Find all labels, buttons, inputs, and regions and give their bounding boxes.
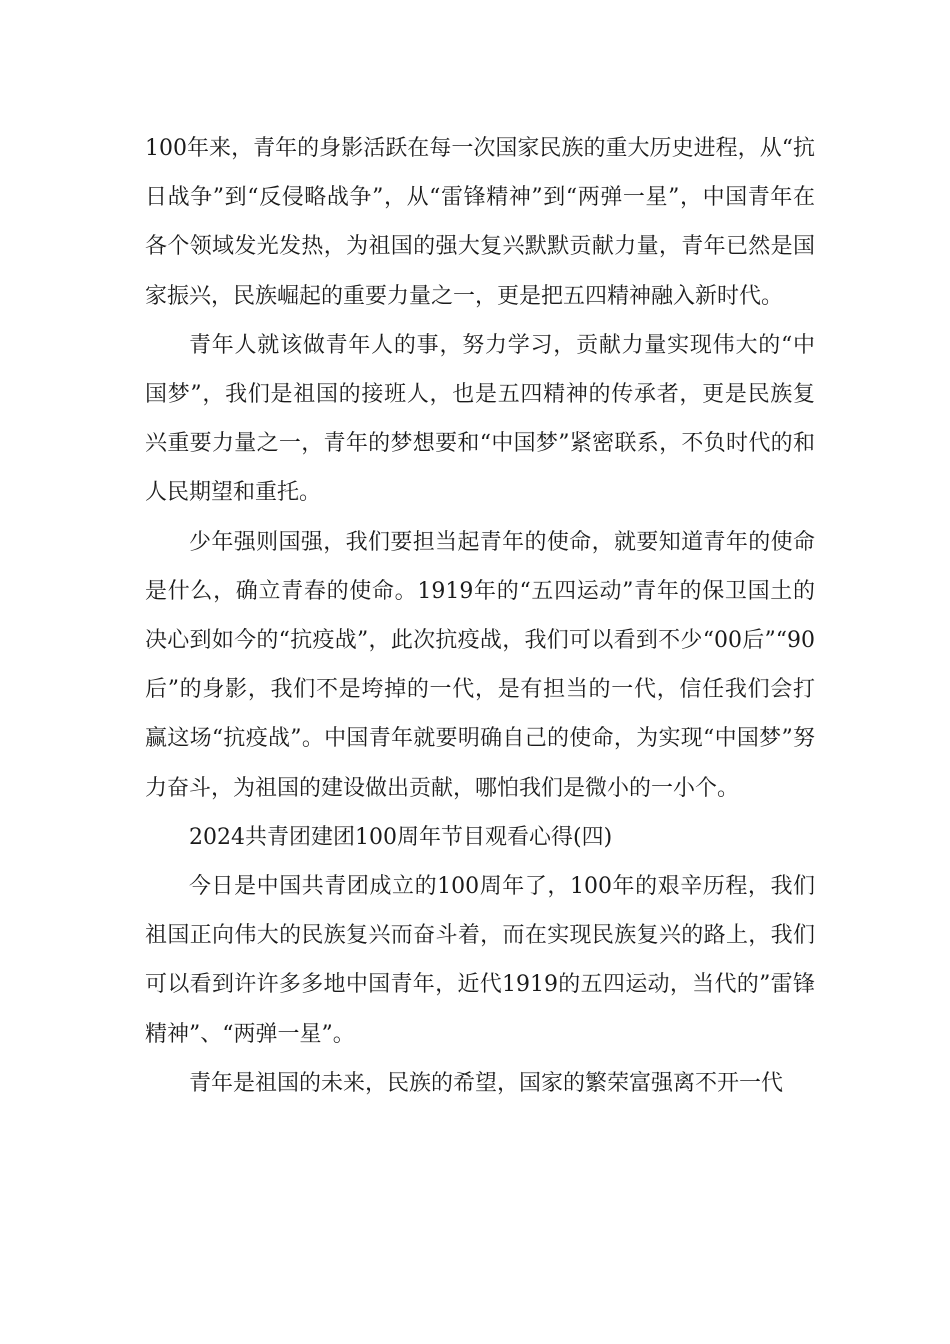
paragraph-1: 100年来，青年的身影活跃在每一次国家民族的重大历史进程，从“抗日战争”到“反侵略战争”，从“雷锋精神”到“两弹一星”，中国青年在各个领域发光发热，为祖国的强大复兴默默贡献力量，青年已然是国家振兴，民族崛起的重要力量之一，更是把五四精神融入新时代。	[145, 136, 815, 309]
document-body	[145, 124, 815, 1108]
paragraph-5: 青年是祖国的未来，民族的希望，国家的繁荣富强离不开一代	[189, 1070, 784, 1096]
paragraph-4: 今日是中国共青团成立的100周年了，100年的艰辛历程，我们祖国正向伟大的民族复兴而奋斗着，而在实现民族复兴的路上，我们可以看到许许多多地中国青年，近代1919的五四运动，当代的”雷锋精神”、“两弹一星”。	[145, 874, 815, 1047]
section-heading: 2024共青团建团100周年节目观看心得(四)	[189, 824, 613, 850]
paragraph-2: 青年人就该做青年人的事，努力学习，贡献力量实现伟大的“中国梦”，我们是祖国的接班人，也是五四精神的传承者，更是民族复兴重要力量之一，青年的梦想要和“中国梦”紧密联系，不负时代的和人民期望和重托。	[145, 332, 815, 506]
paragraph-3: 少年强则国强，我们要担当起青年的使命，就要知道青年的使命是什么，确立青春的使命。1919年的“五四运动”青年的保卫国土的决心到如今的“抗疫战”，此次抗疫战，我们可以看到不少“00后”“90后”的身影，我们不是垮掉的一代，是有担当的一代，信任我们会打赢这场“抗疫战”。中国青年就要明确自己的使命，为实现“中国梦”努力奋斗，为祖国的建设做出贡献，哪怕我们是微小的一小个。	[145, 529, 815, 801]
